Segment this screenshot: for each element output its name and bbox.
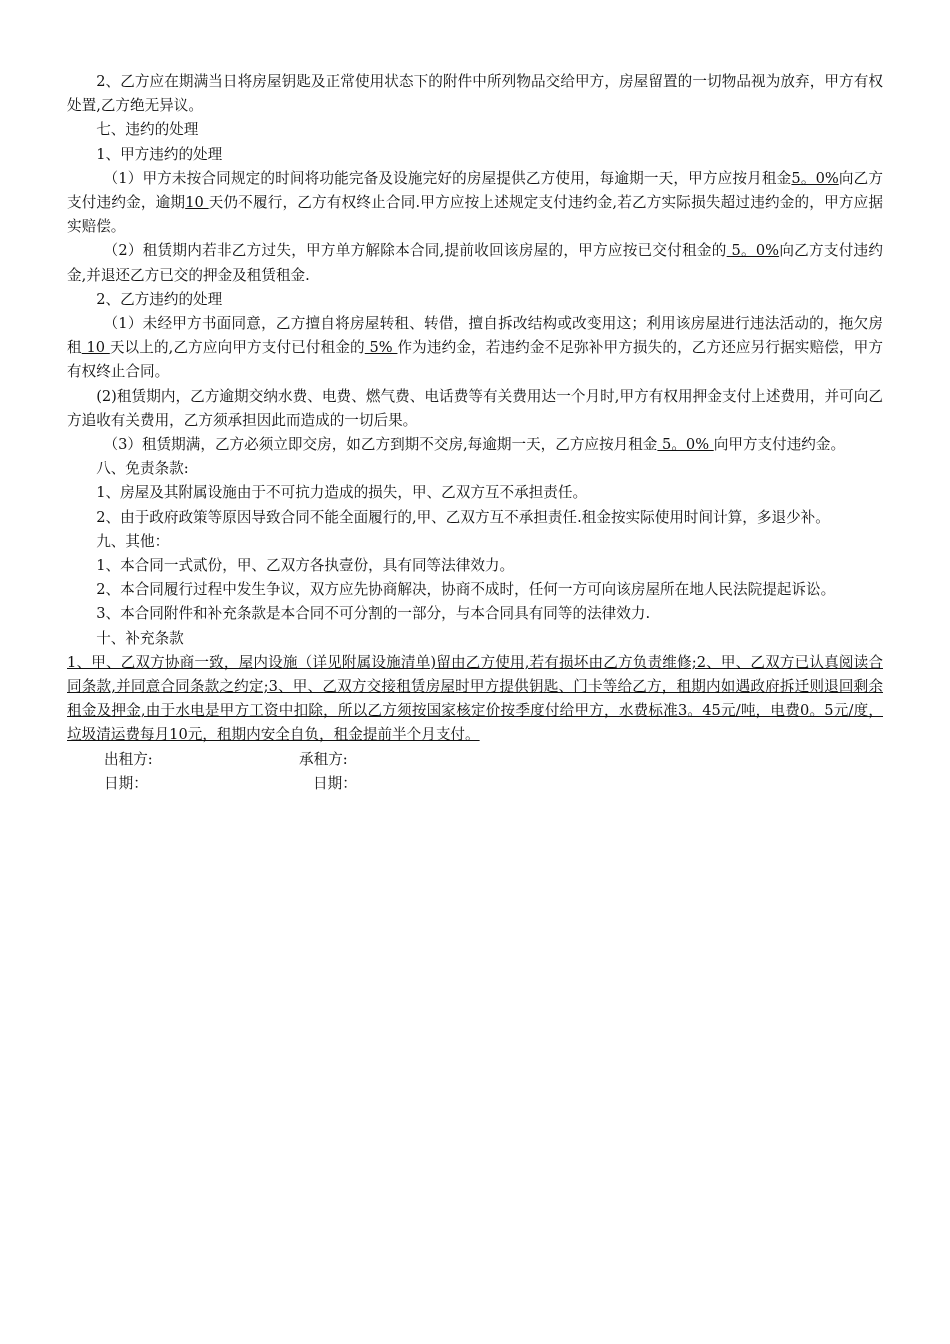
supplementary-terms: 1、甲、乙双方协商一致，屋内设施（详见附属设施清单)留由乙方使用,若有损坏由乙方负责维修;2、甲、乙双方已认真阅读合同条款,并同意合同条款之约定;3、甲、乙双方交接租赁房屋时甲方提供钥匙、门卡等给乙方，租期内如遇政府拆迁则退回剩余租金及押金,由于水电是甲方工资中扣除，所以乙方须按国家核定价按季度付给甲方，水费标准3。45元/吨，电费0。5元/度，垃圾清运费每月10元，租期内安全自负，租金提前半个月支付。: [67, 653, 883, 744]
section-7-1-title: 1、甲方违约的处理: [96, 145, 223, 163]
clause-8-2: 2、由于政府政策等原因导致合同不能全面履行的,甲、乙双方互不承担责任.租金按实际使用时间计算，多退少补。: [96, 508, 830, 526]
clause-9-2: 2、本合同履行过程中发生争议，双方应先协商解决，协商不成时，任何一方可向该房屋所在地人民法院提起诉讼。: [96, 581, 836, 599]
penalty-rate: 5。0%: [791, 169, 839, 187]
section-10-title: 十、补充条款: [96, 629, 184, 647]
section-7-2-title: 2、乙方违约的处理: [96, 290, 223, 308]
clause-8-1: 1、房屋及其附属设施由于不可抗力造成的损失，甲、乙双方互不承担责任。: [96, 484, 588, 502]
clause-7-1-1: （1）甲方未按合同规定的时间将功能完备及设施完好的房屋提供乙方使用，每逾期一天，甲方应按月租金5。0%向乙方支付违约金，逾期10 天仍不履行，乙方有权终止合同.甲方应按上述规定支付违约金,若乙方实际损失超过违约金的，甲方应据实赔偿。: [67, 169, 883, 236]
penalty-rate: 5。0%: [657, 436, 714, 454]
lessor-label: 出租方:: [104, 750, 153, 768]
signature-row-dates: [67, 772, 883, 796]
clause-9-1: 1、本合同一式贰份，甲、乙双方各执壹份，具有同等法律效力。: [96, 557, 515, 575]
section-9-title: 九、其他：: [96, 532, 170, 550]
clause-7-1-2: （2）租赁期内若非乙方过失，甲方单方解除本合同,提前收回该房屋的，甲方应按已交付租金的 5。0%向乙方支付违约金,并退还乙方已交的押金及租赁租金.: [67, 242, 883, 284]
section-8-title: 八、免责条款:: [96, 460, 189, 478]
lessee-label: 承租方:: [299, 750, 348, 768]
signature-row-parties: [67, 748, 883, 772]
overdue-days: 10: [185, 194, 209, 212]
lessor-date-label: 日期：: [104, 774, 148, 792]
clause-7-2-2: (2)租赁期内，乙方逾期交纳水费、电费、燃气费、电话费等有关费用达一个月时,甲方有权用押金支付上述费用，并可向乙方追收有关费用，乙方须承担因此而造成的一切后果。: [67, 387, 883, 429]
clause-7-2-3: （3）租赁期满，乙方必须立即交房，如乙方到期不交房,每逾期一天，乙方应按月租金 5。0% 向甲方支付违约金。: [103, 436, 846, 454]
section-7-title: 七、违约的处理: [96, 121, 199, 139]
contract-page: [67, 70, 883, 796]
overdue-days: 10: [81, 339, 110, 357]
clause-6-2: 2、乙方应在期满当日将房屋钥匙及正常使用状态下的附件中所列物品交给甲方，房屋留置的一切物品视为放弃，甲方有权处置,乙方绝无异议。: [67, 73, 883, 115]
clause-7-2-1: （1）未经甲方书面同意，乙方擅自将房屋转租、转借，擅自拆改结构或改变用这；利用该房屋进行违法活动的，拖欠房租 10 天以上的,乙方应向甲方支付已付租金的 5% 作为违约金，若违约金不足弥补甲方损失的，乙方还应另行据实赔偿，甲方有权终止合同。: [67, 315, 883, 381]
clause-9-3: 3、本合同附件和补充条款是本合同不可分割的一部分，与本合同具有同等的法律效力.: [96, 605, 651, 623]
lessee-date-label: 日期：: [313, 774, 357, 792]
penalty-rate: 5。0%: [726, 242, 780, 260]
penalty-rate: 5%: [364, 339, 398, 357]
